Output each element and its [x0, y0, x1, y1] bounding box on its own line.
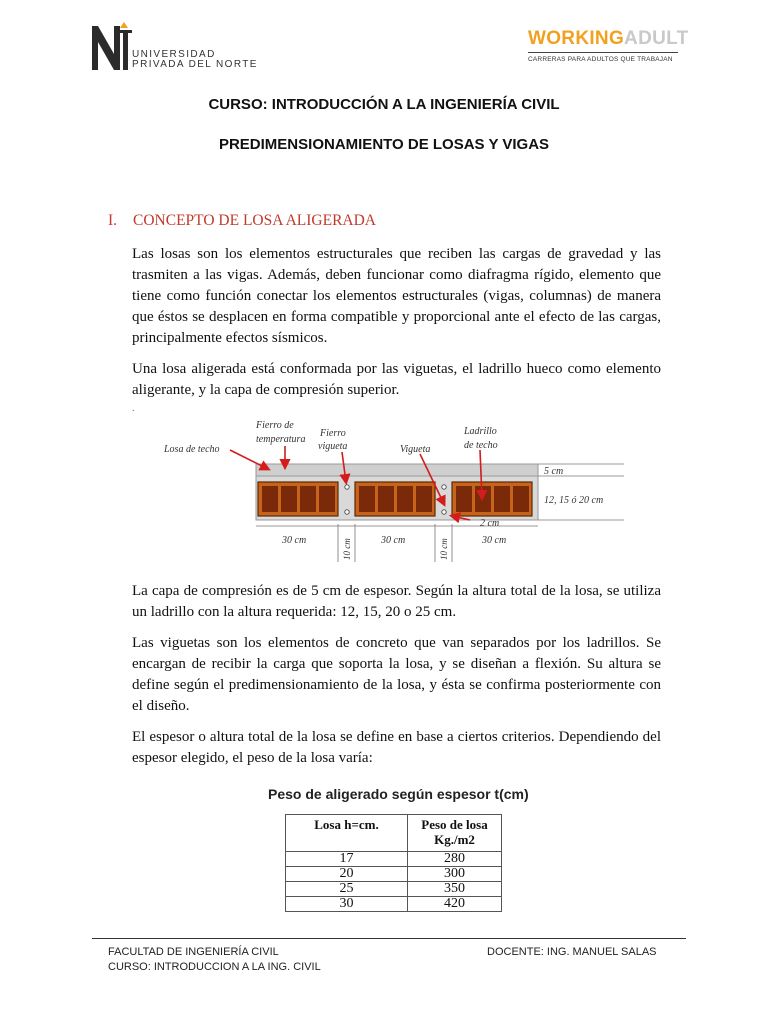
dim-top: 5 cm — [544, 466, 564, 477]
dim-height: 12, 15 ó 20 cm — [544, 495, 604, 506]
cell-peso: 280 — [408, 852, 502, 867]
paragraph-3: La capa de compresión es de 5 cm de espesor. Según la altura total de la losa, se utiliza un ladrillo con la altura requerida: 12, 15, 20 o 25 cm. — [132, 583, 661, 620]
brick-group-3 — [452, 482, 532, 516]
table-row — [286, 867, 502, 882]
dim-30-a: 30 cm — [282, 535, 307, 546]
brand-tagline: CARRERAS PARA ADULTOS QUE TRABAJAN — [528, 56, 673, 63]
table-header-row — [286, 815, 502, 852]
cell-peso: 300 — [408, 867, 502, 882]
label-fierro-temp-2: temperatura — [256, 434, 306, 445]
label-fierro-vig-1: Fierro — [320, 428, 346, 439]
table-row — [286, 882, 502, 897]
label-losa-techo: Losa de techo — [164, 444, 220, 455]
header-losa: Losa h=cm. — [286, 815, 408, 852]
label-fierro-temp-1: Fierro de — [256, 420, 294, 431]
brand-part2: ADULT — [624, 28, 689, 49]
rebar-bottom-1 — [345, 510, 349, 514]
section-title: CONCEPTO DE LOSA ALIGERADA — [133, 212, 376, 229]
cell-peso: 420 — [408, 897, 502, 912]
dim-gap: 2 cm — [480, 518, 500, 529]
stray-mark: . — [132, 403, 135, 414]
workingadult-logo — [528, 28, 689, 50]
label-ladrillo-1: Ladrillo — [464, 426, 497, 437]
section-heading — [108, 212, 376, 230]
document-title: PREDIMENSIONAMIENTO DE LOSAS Y VIGAS — [218, 136, 550, 153]
compression-layer — [256, 464, 538, 476]
dim-10-b: 10 cm — [439, 538, 449, 560]
footer-course: CURSO: INTRODUCCION A LA ING. CIVIL — [108, 961, 321, 973]
paragraph-5: El espesor o altura total de la losa se define en base a ciertos criterios. Dependiendo del espesor elegido, el peso de la losa varía: — [132, 729, 661, 766]
table-row — [286, 852, 502, 867]
brick-group-1 — [258, 482, 338, 516]
rebar-bottom-2 — [442, 510, 446, 514]
label-fierro-vig-2: vigueta — [318, 441, 348, 452]
cell-peso: 350 — [408, 882, 502, 897]
paragraph-1: Las losas son los elementos estructurales que reciben las cargas de gravedad y las trasmiten a las vigas. Además, deben funcionar como diafragma rígido, elemento que tiene como función conectar los elementos estructurales (vigas, columnas) de manera que éstos se desplacen en forma compatible y proporcional ante el efecto de las cargas, principalmente efectos sísmicos. — [132, 246, 661, 346]
paragraph-4: Las viguetas son los elementos de concreto que van separados por los ladrillos. Se encargan de recibir la carga que soporta la losa, y se diseñan a flexión. Su altura se define según el predimensionamiento de la losa, y ésta se confirma posteriormente con el diseño. — [132, 635, 661, 714]
paragraph-2: Una losa aligerada está conformada por las viguetas, el ladrillo hueco como elemento aligerante, y la capa de compresión superior. — [132, 361, 661, 398]
brand-divider — [528, 52, 678, 53]
header-peso: Peso de losa Kg./m2 — [408, 815, 502, 852]
course-title: CURSO: INTRODUCCIÓN A LA INGENIERÍA CIVIL — [208, 96, 560, 113]
label-ladrillo-2: de techo — [464, 440, 498, 451]
footer-divider — [92, 938, 686, 939]
weight-table — [285, 814, 502, 912]
section-number: I. — [108, 212, 118, 229]
university-name-line1: UNIVERSIDAD — [132, 49, 216, 60]
brand-part1: WORKING — [528, 28, 625, 49]
losa-aligerada-diagram — [152, 412, 632, 562]
rebar-top-1 — [345, 485, 349, 489]
dim-30-c: 30 cm — [482, 535, 507, 546]
cell-losa: 20 — [286, 867, 408, 882]
university-name-line2: PRIVADA DEL NORTE — [132, 59, 258, 70]
cell-losa: 17 — [286, 852, 408, 867]
footer-teacher: DOCENTE: ING. MANUEL SALAS — [487, 946, 657, 958]
cell-losa: 30 — [286, 897, 408, 912]
dim-10-a: 10 cm — [342, 538, 352, 560]
label-vigueta: Vigueta — [400, 444, 431, 455]
university-name — [132, 50, 258, 70]
footer-faculty: FACULTAD DE INGENIERÍA CIVIL — [108, 946, 279, 958]
rebar-top-2 — [442, 485, 446, 489]
brick-group-2 — [355, 482, 435, 516]
weight-table-title: Peso de aligerado según espesor t(cm) — [268, 786, 529, 802]
cell-losa: 25 — [286, 882, 408, 897]
dim-30-b: 30 cm — [381, 535, 406, 546]
table-row — [286, 897, 502, 912]
